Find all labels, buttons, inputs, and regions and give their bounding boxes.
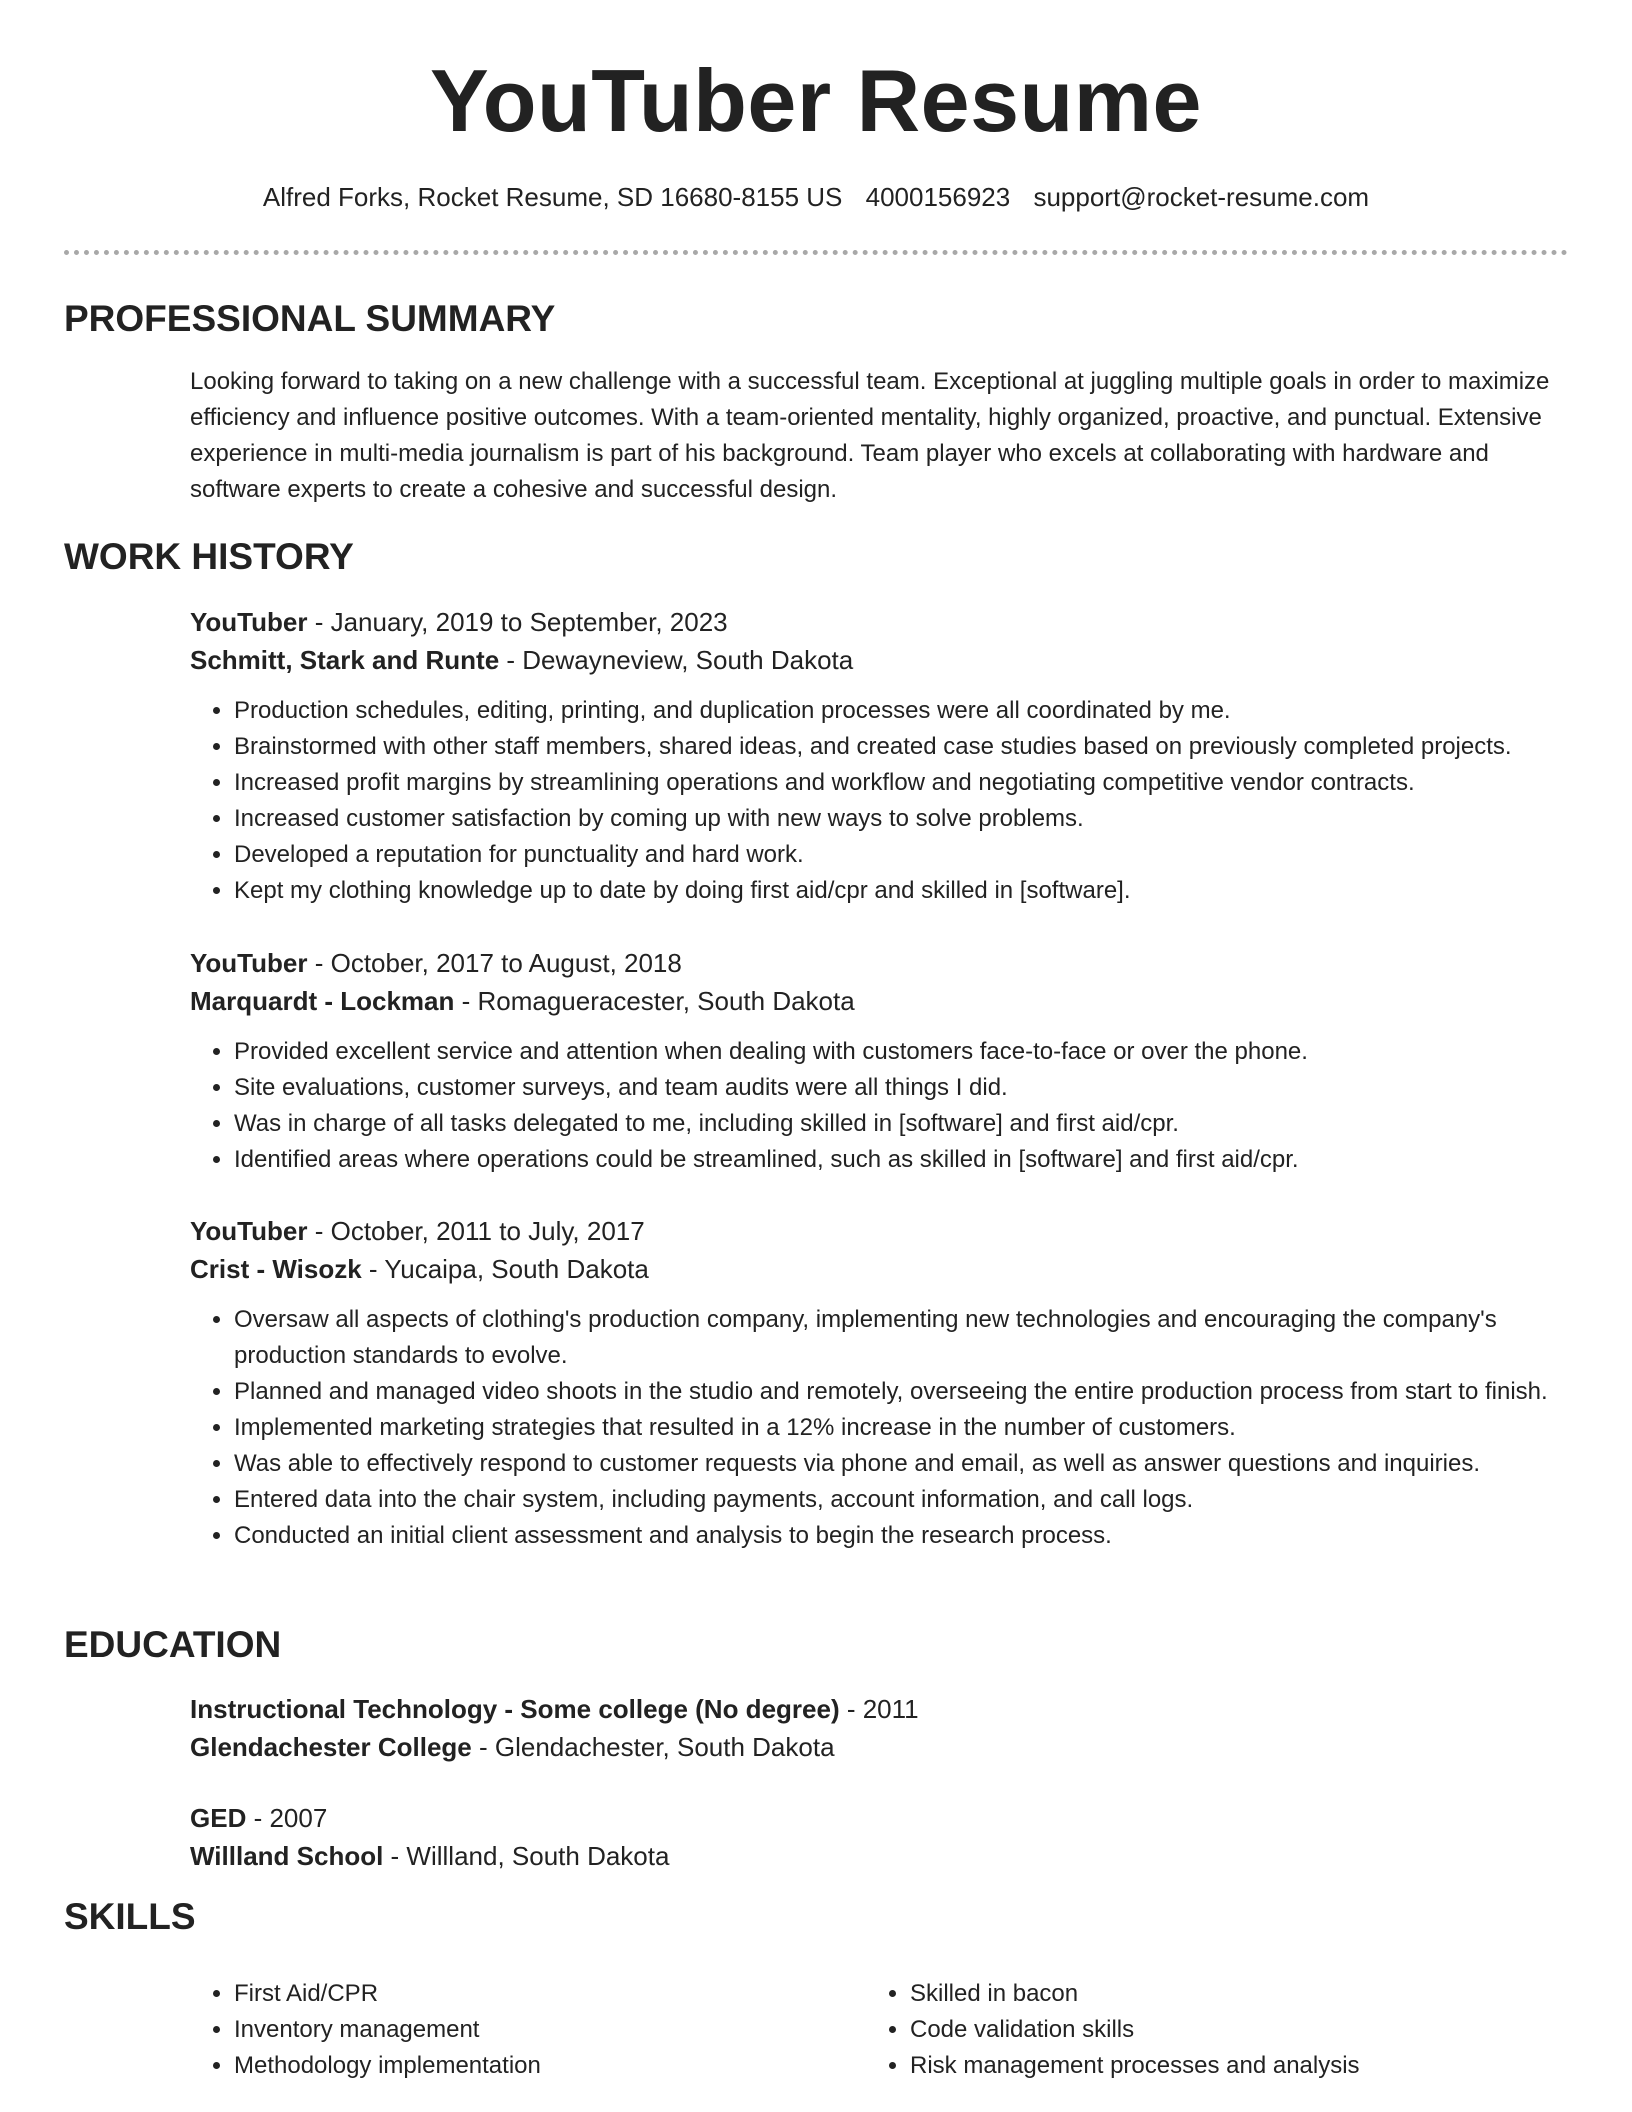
contact-line (0, 182, 1632, 213)
list-item: • Kept my clothing knowledge up to date by doing first aid/cpr and skilled in [software]. (234, 873, 1570, 909)
list-item: • Identified areas where operations could be streamlined, such as skilled in [software] and first aid/cpr. (234, 1142, 1570, 1178)
list-item: • Was in charge of all tasks delegated to me, including skilled in [software] and first aid/cpr. (234, 1106, 1570, 1142)
job-company-line (190, 982, 1570, 1020)
job-dates: - October, 2011 to July, 2017 (307, 1216, 645, 1246)
job-company-line (190, 1250, 1570, 1288)
resume-title: YouTuber Resume (430, 51, 1202, 150)
section-title-education: EDUCATION (64, 1624, 282, 1665)
section-title-work-history: WORK HISTORY (64, 536, 354, 577)
contact-address: Alfred Forks, Rocket Resume, SD 16680-8155 US (262, 182, 843, 212)
job-dates: - January, 2019 to September, 2023 (307, 607, 728, 637)
summary-text: Looking forward to taking on a new challenge with a successful team. Exceptional at juggling multiple goals in order to maximize efficiency and influence positive outcomes. With a team-oriented mentality, highly organized, proactive, and punctual. Extensive experience in multi-media journalism is part of his background. Team player who excels at collaborating with hardware and software experts to create a cohesive and successful design. (190, 368, 1550, 503)
skill-item: • Risk management processes and analysis (910, 2048, 1550, 2084)
job-title: YouTuber (190, 607, 308, 637)
education-school: Glendachester College (190, 1732, 472, 1762)
job-title-line (190, 603, 1570, 641)
list-item: • Oversaw all aspects of clothing's production company, implementing new technologies and encouraging the company's production standards to evolve. (234, 1302, 1570, 1374)
education-degree: GED (190, 1803, 247, 1833)
job-location: - Romagueracester, South Dakota (454, 986, 855, 1016)
skill-item: • Skilled in bacon (910, 1976, 1550, 2012)
job-dates: - October, 2017 to August, 2018 (307, 948, 682, 978)
education-entry (190, 1690, 1570, 1766)
education-entry (190, 1799, 1570, 1875)
job-bullets (190, 693, 1570, 909)
skill-item: • Inventory management (234, 2012, 874, 2048)
job-entry (190, 944, 1570, 1178)
education-degree-line (190, 1799, 1570, 1837)
list-item: • Implemented marketing strategies that resulted in a 12% increase in the number of customers. (234, 1410, 1570, 1446)
skill-item: • Methodology implementation (234, 2048, 874, 2084)
job-location: - Yucaipa, South Dakota (361, 1254, 649, 1284)
education-location: - Glendachester, South Dakota (471, 1732, 835, 1762)
education-location: - Willland, South Dakota (383, 1841, 670, 1871)
job-title: YouTuber (190, 948, 308, 978)
education-year: - 2007 (246, 1803, 328, 1833)
job-title-line (190, 1212, 1570, 1250)
list-item: • Provided excellent service and attention when dealing with customers face-to-face or over the phone. (234, 1034, 1570, 1070)
education-school-line (190, 1837, 1570, 1875)
list-item: • Planned and managed video shoots in the studio and remotely, overseeing the entire production process from start to finish. (234, 1374, 1570, 1410)
skill-item: • First Aid/CPR (234, 1976, 874, 2012)
job-entry (190, 1212, 1570, 1554)
job-entry (190, 603, 1570, 909)
list-item: • Increased customer satisfaction by coming up with new ways to solve problems. (234, 801, 1570, 837)
skills-list-right (866, 1976, 1550, 2084)
job-company: Schmitt, Stark and Runte (190, 645, 500, 675)
contact-email: support@rocket-resume.com (1033, 182, 1370, 212)
section-title-skills: SKILLS (64, 1896, 196, 1937)
job-title-line (190, 944, 1570, 982)
education-school: Willland School (190, 1841, 384, 1871)
education-school-line (190, 1728, 1570, 1766)
list-item: • Increased profit margins by streamlining operations and workflow and negotiating competitive vendor contracts. (234, 765, 1570, 801)
job-company-line (190, 641, 1570, 679)
education-degree-line (190, 1690, 1570, 1728)
section-title-summary: PROFESSIONAL SUMMARY (64, 298, 556, 339)
job-bullets (190, 1302, 1570, 1554)
job-company: Marquardt - Lockman (190, 986, 455, 1016)
education-year: - 2011 (839, 1694, 919, 1724)
list-item: • Conducted an initial client assessment and analysis to begin the research process. (234, 1518, 1570, 1554)
job-company: Crist - Wisozk (190, 1254, 362, 1284)
job-location: - Dewayneview, South Dakota (499, 645, 854, 675)
list-item: • Developed a reputation for punctuality and hard work. (234, 837, 1570, 873)
job-bullets (190, 1034, 1570, 1178)
skill-item: • Code validation skills (910, 2012, 1550, 2048)
list-item: • Production schedules, editing, printing, and duplication processes were all coordinated by me. (234, 693, 1570, 729)
education-degree: Instructional Technology - Some college (No degree) (190, 1694, 840, 1724)
list-item: • Site evaluations, customer surveys, and team audits were all things I did. (234, 1070, 1570, 1106)
list-item: • Entered data into the chair system, including payments, account information, and call logs. (234, 1482, 1570, 1518)
skills-list-left (190, 1976, 874, 2084)
list-item: • Brainstormed with other staff members, shared ideas, and created case studies based on previously completed projects. (234, 729, 1570, 765)
contact-phone: 4000156923 (865, 182, 1011, 212)
list-item: • Was able to effectively respond to customer requests via phone and email, as well as answer questions and inquiries. (234, 1446, 1570, 1482)
job-title: YouTuber (190, 1216, 308, 1246)
header-divider (64, 250, 1568, 255)
